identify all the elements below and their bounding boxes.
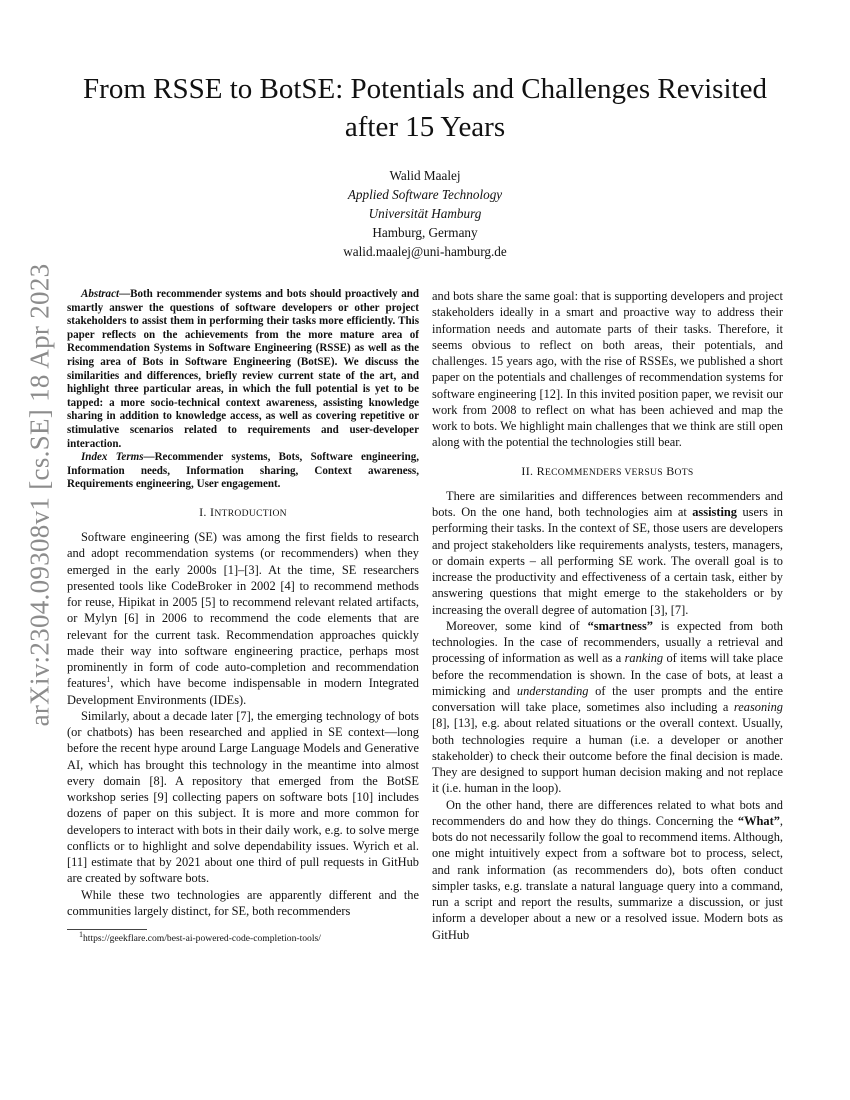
index-terms xyxy=(67,451,419,492)
intro-paragraph-3: While these two technologies are apparently different and the communities largely distinct, for SE, both recommenders xyxy=(67,887,419,918)
intro-paragraph-3-continued: and bots share the same goal: that is supporting developers and project stakeholders ideally in a smart and proactive way to address their information needs and automate parts of their tasks. Therefore, it seems obvious to reflect on both areas, their potentials, and challenges. 15 years ago, with the rise of RSSEs, we published a short paper on the potentials and challenges of recommendation systems for software engineering [12]. In this invited position paper, we revisit our work from 2008 to reflect on what has been achieved and map the work to bots. We highlight main challenges that we think are still open along with the potential the technologies still bear. xyxy=(432,289,783,450)
author-block xyxy=(200,166,650,261)
intro-paragraph-1: Software engineering (SE) was among the first fields to research and adopt recommendation systems (or recommenders) when they emerged in the early 2000s [1]–[3]. At the time, SE researchers presented tools like CodeBroker in 2002 [4] to recommend methods for reuse, Hipikat in 2005 [5] to recommend relevant related artifacts, or Mylyn [6] in 2006 to recommend the code elements that are relevant for the current task. Recommendation approaches quickly made their way into software engineering practice, perhaps most prominently in form of code auto-completion and recommendation features$^1$, which have become indispensable in modern Integrated Development Environments (IDEs). xyxy=(67,530,419,707)
section-heading-recommenders-vs-bots: II. RECOMMENDERS VERSUS BOTS xyxy=(521,463,694,478)
intro-paragraph-2: Similarly, about a decade later [7], the emerging technology of bots (or chatbots) has been researched and applied in SE context—long before the recent hype around Large Language Models and Generative AI, which has brought this technology in the meantime into almost every domain [8]. A repository that emerged from the BotSE workshop series [9] collecting papers on software bots [10] includes dozens of paper on this subject. It is more and more common for developers to interact with bots in their daily work, e.g. to solve merge conflicts or to highlight and solve dependability issues. Wyrich et al. [11] estimate that by 2021 about one third of pull requests in GitHub are created by software bots. xyxy=(67,708,419,886)
author-email: walid.maalej@uni-hamburg.de xyxy=(343,244,507,259)
section2-paragraph-3: On the other hand, there are differences related to what bots and recommenders do and how they do things. Concerning the “What”, bots do not necessarily follow the goal to recommend items. Although, one might intuitively expect from a software bot to process, select, and rank information (as recommenders do), bots often conduct simpler tasks, e.g. translate a natural language query into a command, run a script and report the results, summarize a discussion, or just inform a developer about a new or a resolved issue. Modern bots as GitHub xyxy=(432,797,784,942)
author-affiliation: Applied Software Technology xyxy=(347,187,503,202)
section2-paragraph-1: There are similarities and differences between recommenders and bots. On the one hand, both technologies aim at assisting users in performing their tasks. In the context of SE, those users are developers and project stakeholders like requirements analysts, testers, managers, or domain experts – all performing SE work. The overall goal is to increase the productivity and effectiveness of a certain task, either by answering questions that might emerge to the stakeholders or by increasing the overall degree of automation [3], [7]. xyxy=(432,488,783,617)
index-terms-label: Index Terms xyxy=(81,451,144,464)
author-location: Hamburg, Germany xyxy=(372,225,478,240)
section-heading-introduction: I. INTRODUCTION xyxy=(199,504,287,519)
footnote: $^1$https://geekflare.com/best-ai-powered-code-completion-tools/ xyxy=(79,929,321,945)
section2-paragraph-2: Moreover, some kind of “smartness” is expected from both technologies. In the case of recommenders, usually a retrieval and processing of information as well as a ranking of items will take place before the recommendation is shown. In the case of bots, at least a mimicking and understanding of the user prompts and the entire conversation will take place, sometimes also including a reasoning [8], [13], e.g. about related situations or the overall context. Usually, both technologies require a human (i.e. a developer or another stakeholder) to check their outcome before the final decision is made. They are designed to support human decision making and not replace it (i.e. human in the loop). xyxy=(432,618,783,796)
paper-title: From RSSE to BotSE: Potentials and Challenges Revisited after 15 Years xyxy=(83,73,767,143)
author-institution: Universität Hamburg xyxy=(368,206,482,221)
right-column xyxy=(432,288,783,943)
arxiv-stamp xyxy=(20,263,60,727)
footnote-url: https://geekflare.com/best-ai-powered-code-completion-tools/ xyxy=(83,933,321,945)
author-name: Walid Maalej xyxy=(389,168,461,183)
arxiv-identifier: arXiv:2304.09308v1 [cs.SE] 18 Apr 2023 xyxy=(24,263,55,727)
left-column xyxy=(67,288,419,945)
abstract xyxy=(67,288,419,451)
footnote-marker: 1 xyxy=(106,675,111,685)
index-terms-text: —Recommender systems, Bots, Software engineering, Information needs, Information sharing, Context awareness, Requirements engineering, User engagement. xyxy=(67,451,420,491)
abstract-text: —Both recommender systems and bots should proactively and smartly answer the questions of software developers or other project stakeholders to assist them in performing their tasks more efficiently. This paper reflects on the achievements from the more mature area of Recommendation Systems in Software Engineering (RSSE) as well as the rising area of Bots in Software Engineering (BotSE). We discuss the similarities and differences, briefly review current state of the art, and highlight three particular areas, in which the full potential is yet to be tapped: a more socio-technical context awareness, assisting knowledge sharing in addition to knowledge access, as well as covering repetitive or stimulative scenarios related to requirements and user-developer interaction. xyxy=(67,288,419,450)
abstract-label: Abstract xyxy=(81,288,120,300)
